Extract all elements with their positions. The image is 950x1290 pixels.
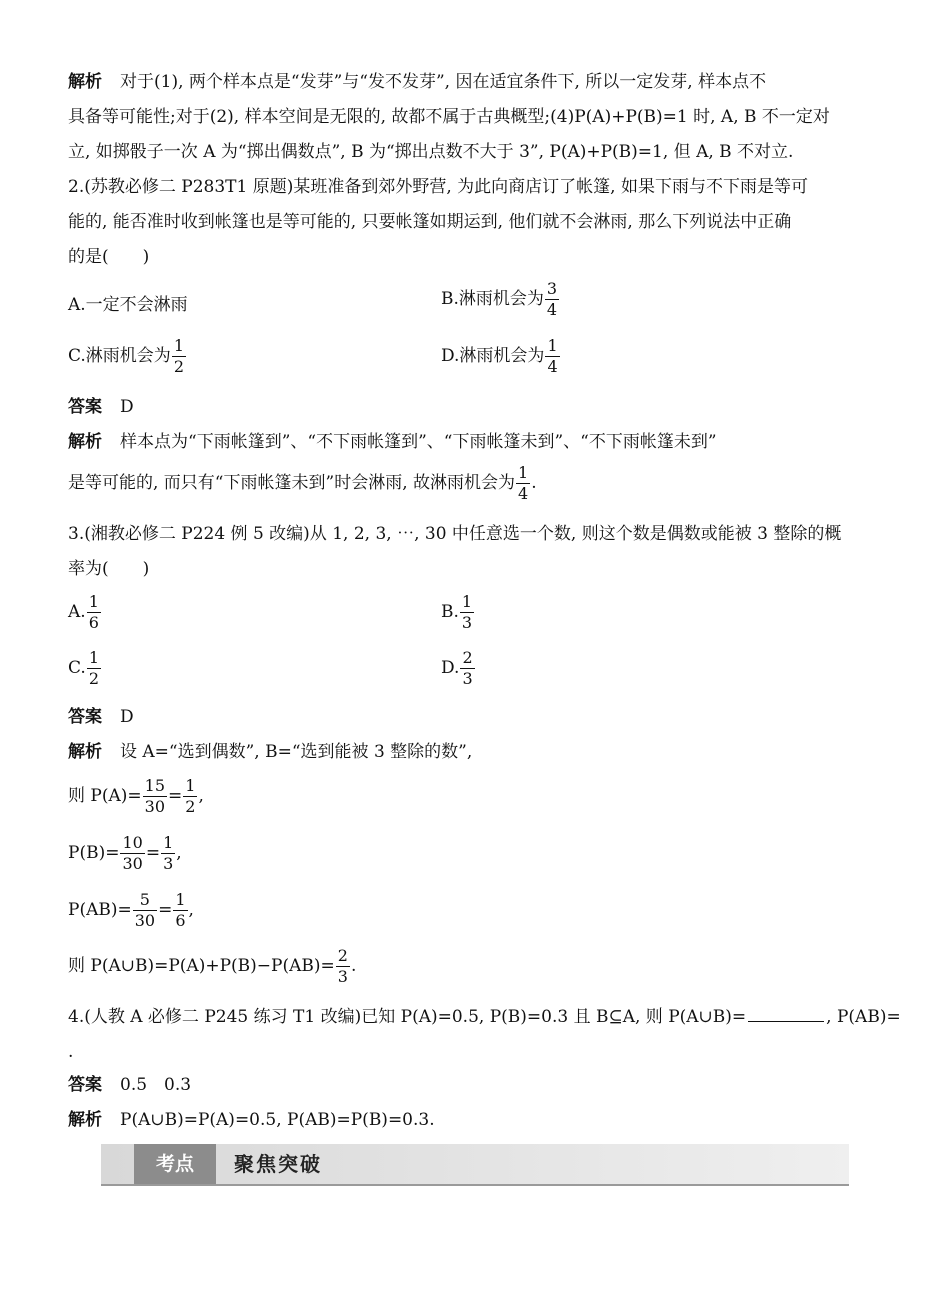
q2-option-a: A.一定不会淋雨 [68,295,188,315]
fraction: $\frac{3}{4}$ [546,279,558,319]
fraction: $\frac{1}{4}$ [518,463,529,503]
p1-line-1: 解析 对于(1), 两个样本点是“发芽”与“发不发芽”, 因在适宜条件下, 所以一定发芽, 样本点不 [68,72,767,92]
q3-option-d: D. $\frac{2}{3}$ [441,648,473,688]
q3-formula-union: 则 P(A∪B)=P(A)+P(B)−P(AB)= $\frac{2}{3}$ . [68,946,357,986]
q3-stem-2: 率为( ) [68,559,150,579]
answer-blank[interactable] [748,1005,824,1022]
q4-answer: 答案 0.5 0.3 [68,1075,192,1095]
q3-option-b: B. $\frac{1}{3}$ [441,592,473,632]
q2-answer: 答案 D [68,397,134,417]
q4-stem-1: 4.(人教 A 必修二 P245 练习 T1 改编)已知 P(A)=0.5, P(B)=0.3 且 B⊆A, 则 P(A∪B)= , P(AB)= [68,1007,901,1027]
analysis-label: 解析 [68,72,102,92]
q2-option-c: C.淋雨机会为 $\frac{1}{2}$ [68,336,184,376]
fraction: $\frac{1}{4}$ [547,336,558,376]
q3-formula-pab: P(AB)= $\frac{5}{30}$ = $\frac{1}{6}$ , [68,890,194,930]
p1-line-3: 立, 如掷骰子一次 A 为“掷出偶数点”, B 为“掷出点数不大于 3”, P(A)+P(B)=1, 但 A, B 不对立. [68,142,794,162]
q3-answer: 答案 D [68,707,134,727]
q2-option-d: D.淋雨机会为 $\frac{1}{4}$ [441,336,558,376]
q2-explanation-1: 解析 样本点为“下雨帐篷到”、“不下雨帐篷到”、“下雨帐篷未到”、“不下雨帐篷未到” [68,432,717,452]
q2-explanation-2: 是等可能的, 而只有“下雨帐篷未到”时会淋雨, 故淋雨机会为 $\frac{1}{4}$ . [68,463,537,503]
q4-explanation: 解析 P(A∪B)=P(A)=0.5, P(AB)=P(B)=0.3. [68,1110,435,1130]
q3-stem-1: 3.(湘教必修二 P224 例 5 改编)从 1, 2, 3, ⋯, 30 中任意选一个数, 则这个数是偶数或能被 3 整除的概 [68,524,842,544]
section-tag: 考点 [134,1144,216,1184]
q3-formula-pa: 则 P(A)= $\frac{15}{30}$ = $\frac{1}{2}$ , [68,776,204,816]
q3-option-c: C. $\frac{1}{2}$ [68,648,99,688]
q4-stem-2: . [68,1042,74,1062]
q2-stem-3: 的是( ) [68,247,150,267]
q3-option-a: A. $\frac{1}{6}$ [68,592,99,632]
q2-option-b: B.淋雨机会为 $\frac{3}{4}$ [441,279,558,319]
q3-formula-pb: P(B)= $\frac{10}{30}$ = $\frac{1}{3}$ , [68,833,182,873]
section-title: 聚焦突破 [234,1152,322,1176]
q2-stem-2: 能的, 能否准时收到帐篷也是等可能的, 只要帐篷如期运到, 他们就不会淋雨, 那么下列说法中正确 [68,212,792,232]
q3-explanation-1: 解析 设 A=“选到偶数”, B=“选到能被 3 整除的数”, [68,742,473,762]
fraction: $\frac{1}{2}$ [173,336,184,376]
p1-line-2: 具备等可能性;对于(2), 样本空间是无限的, 故都不属于古典概型;(4)P(A)+P(B)=1 时, A, B 不一定对 [68,107,830,127]
q2-stem-1: 2.(苏教必修二 P283T1 原题)某班准备到郊外野营, 为此向商店订了帐篷, 如果下雨与不下雨是等可 [68,177,808,197]
